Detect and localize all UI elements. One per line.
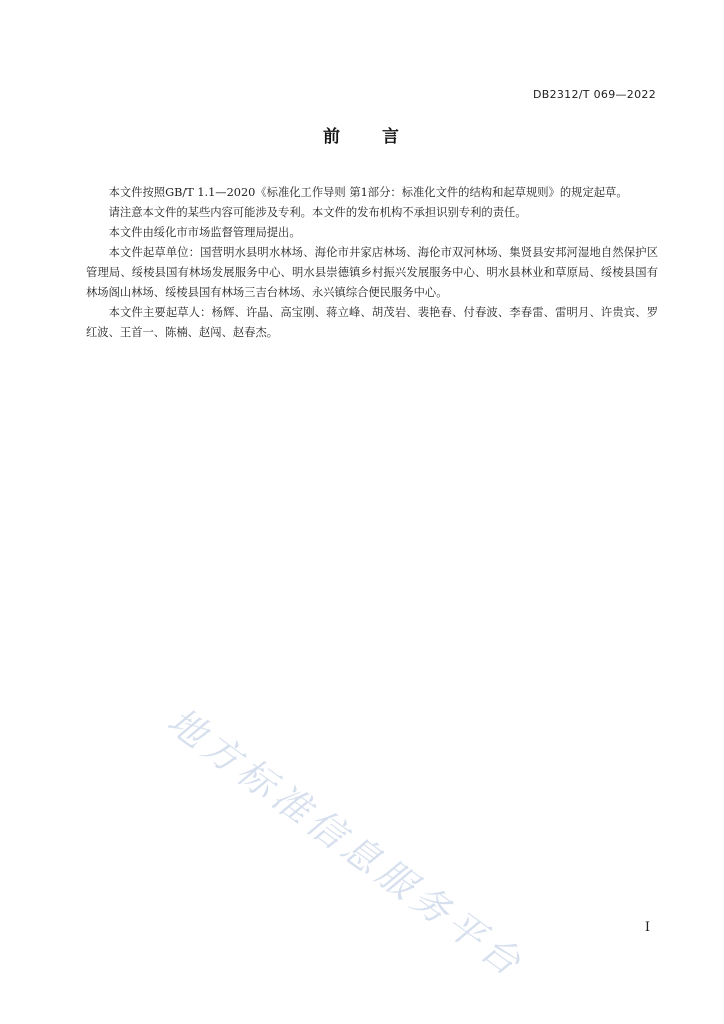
page-number: I	[644, 920, 650, 935]
page-title	[0, 122, 724, 147]
paragraph-drafting-rules: 本文件按照GB/T 1.1—2020《标准化工作导则 第1部分：标准化文件的结构和起草规则》的规定起草。	[108, 186, 628, 199]
page-title-char-1: 前	[323, 127, 342, 147]
paragraph-proposer: 本文件由绥化市市场监督管理局提出。	[108, 226, 301, 239]
watermark: 地方标准信息服务平台	[159, 699, 533, 987]
document-code: DB2312/T 069—2022	[532, 88, 656, 101]
foreword-body	[86, 183, 658, 343]
paragraph-drafting-units: 本文件起草单位：国营明水县明水林场、海伦市井家店林场、海伦市双河林场、集贤县安邦河湿地自然保护区管理局、绥棱县国有林场发展服务中心、明水县崇德镇乡村振兴发展服务中心、明水县林业和草原局、绥棱县国有林场阁山林场、绥棱县国有林场三吉台林场、永兴镇综合便民服务中心。	[86, 246, 658, 299]
page-title-char-2: 言	[382, 127, 401, 147]
paragraph-patent-notice: 请注意本文件的某些内容可能涉及专利。本文件的发布机构不承担识别专利的责任。	[108, 206, 527, 219]
paragraph-drafters: 本文件主要起草人：杨辉、许晶、高宝刚、蒋立峰、胡茂岩、裴艳春、付春波、李春雷、雷明月、许贵宾、罗红波、王首一、陈楠、赵闯、赵春杰。	[86, 306, 658, 339]
